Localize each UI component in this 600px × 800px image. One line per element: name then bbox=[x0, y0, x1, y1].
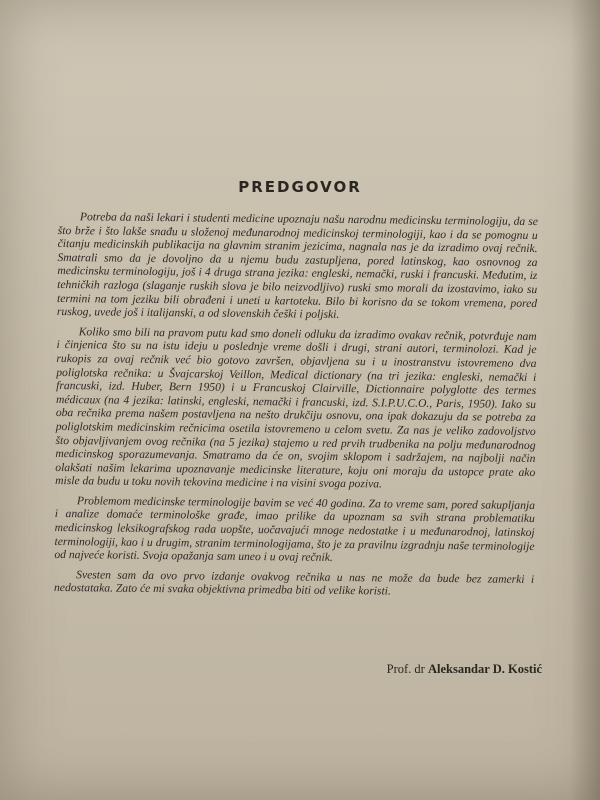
author-name: Aleksandar D. Kostić bbox=[427, 662, 542, 676]
author-title: Prof. dr bbox=[386, 662, 425, 676]
paragraph-2: Koliko smo bili na pravom putu kad smo doneli odluku da izradimo ovakav rečnik, potvrđuje nam i činjenica što su na istu ideju u poslednje vreme došli i drugi, strani autori, terminolozi. Kad je rukopis za ovaj rečnik već bio gotovo završen, objavljena su i u inostranstvu istovremeno dva poliglotska rečnika: u Švajcarskoj Veillon, Medical dictionary (na tri jezika: engleski, nemački i francuski, izd. Huber, Bern 1950) i u Francuskoj Clairville, Dictionnaire polyglotte des termes médicaux (na 4 jezika: latinski, engleski, nemački i francuski, izd. S.I.P.U.C.O., Paris, 1950). Iako su oba rečnika prema našem postavljena na nešto drukčiju osnovu, ona ipak dokazuju da se potreba za poliglotskim medicinskim rečnicima osetila istovremeno u celom svetu. Za nas je veliko zadovoljstvo što objavljivanjem ovog rečnika (na 5 jezika) stajemo u red prvih trudbenika na polju međunarodnog medicinskog sporazumevanja. Smatramo da će on, svojim sklopom i sadržajem, na najbolji način olakšati našim lekarima upoznavanje medicinske literature, koju oni moraju da ustopce prate ako misle da budu u toku novih tekovina medicine i na visini svoga poziva. bbox=[55, 324, 537, 491]
paragraph-3: Problemom medicinske terminologije bavim se već 40 godina. Za to vreme sam, pored sakupljanja i analize domaće terminološke građe, imao prilike da upoznam sa svih strana problematiku medicinskog leksikografskog rada uopšte, uočavajući mnoge nedostatke i u međunarodnoj, latinskoj terminologiji, kao i u drugim, stranim terminologijama, što je za pravilnu izgradnju naše terminologije od najveće koristi. Svoja opažanja sam uneo i u ovaj rečnik. bbox=[54, 494, 536, 565]
paragraph-4: Svesten sam da ovo prvo izdanje ovakvog rečnika u nas ne može da bude bez zamerki i nedostataka. Zato će mi svaka objektivna primedba biti od velike koristi. bbox=[53, 568, 535, 598]
preface-body bbox=[54, 210, 538, 606]
page-title: PREDGOVOR bbox=[238, 178, 362, 196]
paragraph-1: Potreba da naši lekari i studenti medicine upoznaju našu narodnu medicinsku terminologiju, da se što brže i što lakše snađu u složenoj međunarodnoj medicinskoj terminologiji, kao i da se pomognu u čitanju medicinskih publikacija na glavnim stranim jezicima, nagnala nas je da izradimo ovaj rečnik. Smatrali smo da je dovoljno da u njemu budu zastupljena, pored latinskog, kao osnovnog za medicinsku terminologiju, još i 4 druga strana jezika: engleski, nemački, ruski i francuski. Međutim, iz tehničkih razloga (slaganje ruskih slova je bilo neizvodljivo) ruski smo morali da izostavimo, iako su termini na tom jeziku bili obrađeni i uneti u kartoteku. Bilo bi korisno da se tokom vremena, pored ruskog, uvede još i italijanski, a od slovenskih češki i poljski. bbox=[56, 210, 538, 322]
author-signature bbox=[387, 662, 542, 677]
